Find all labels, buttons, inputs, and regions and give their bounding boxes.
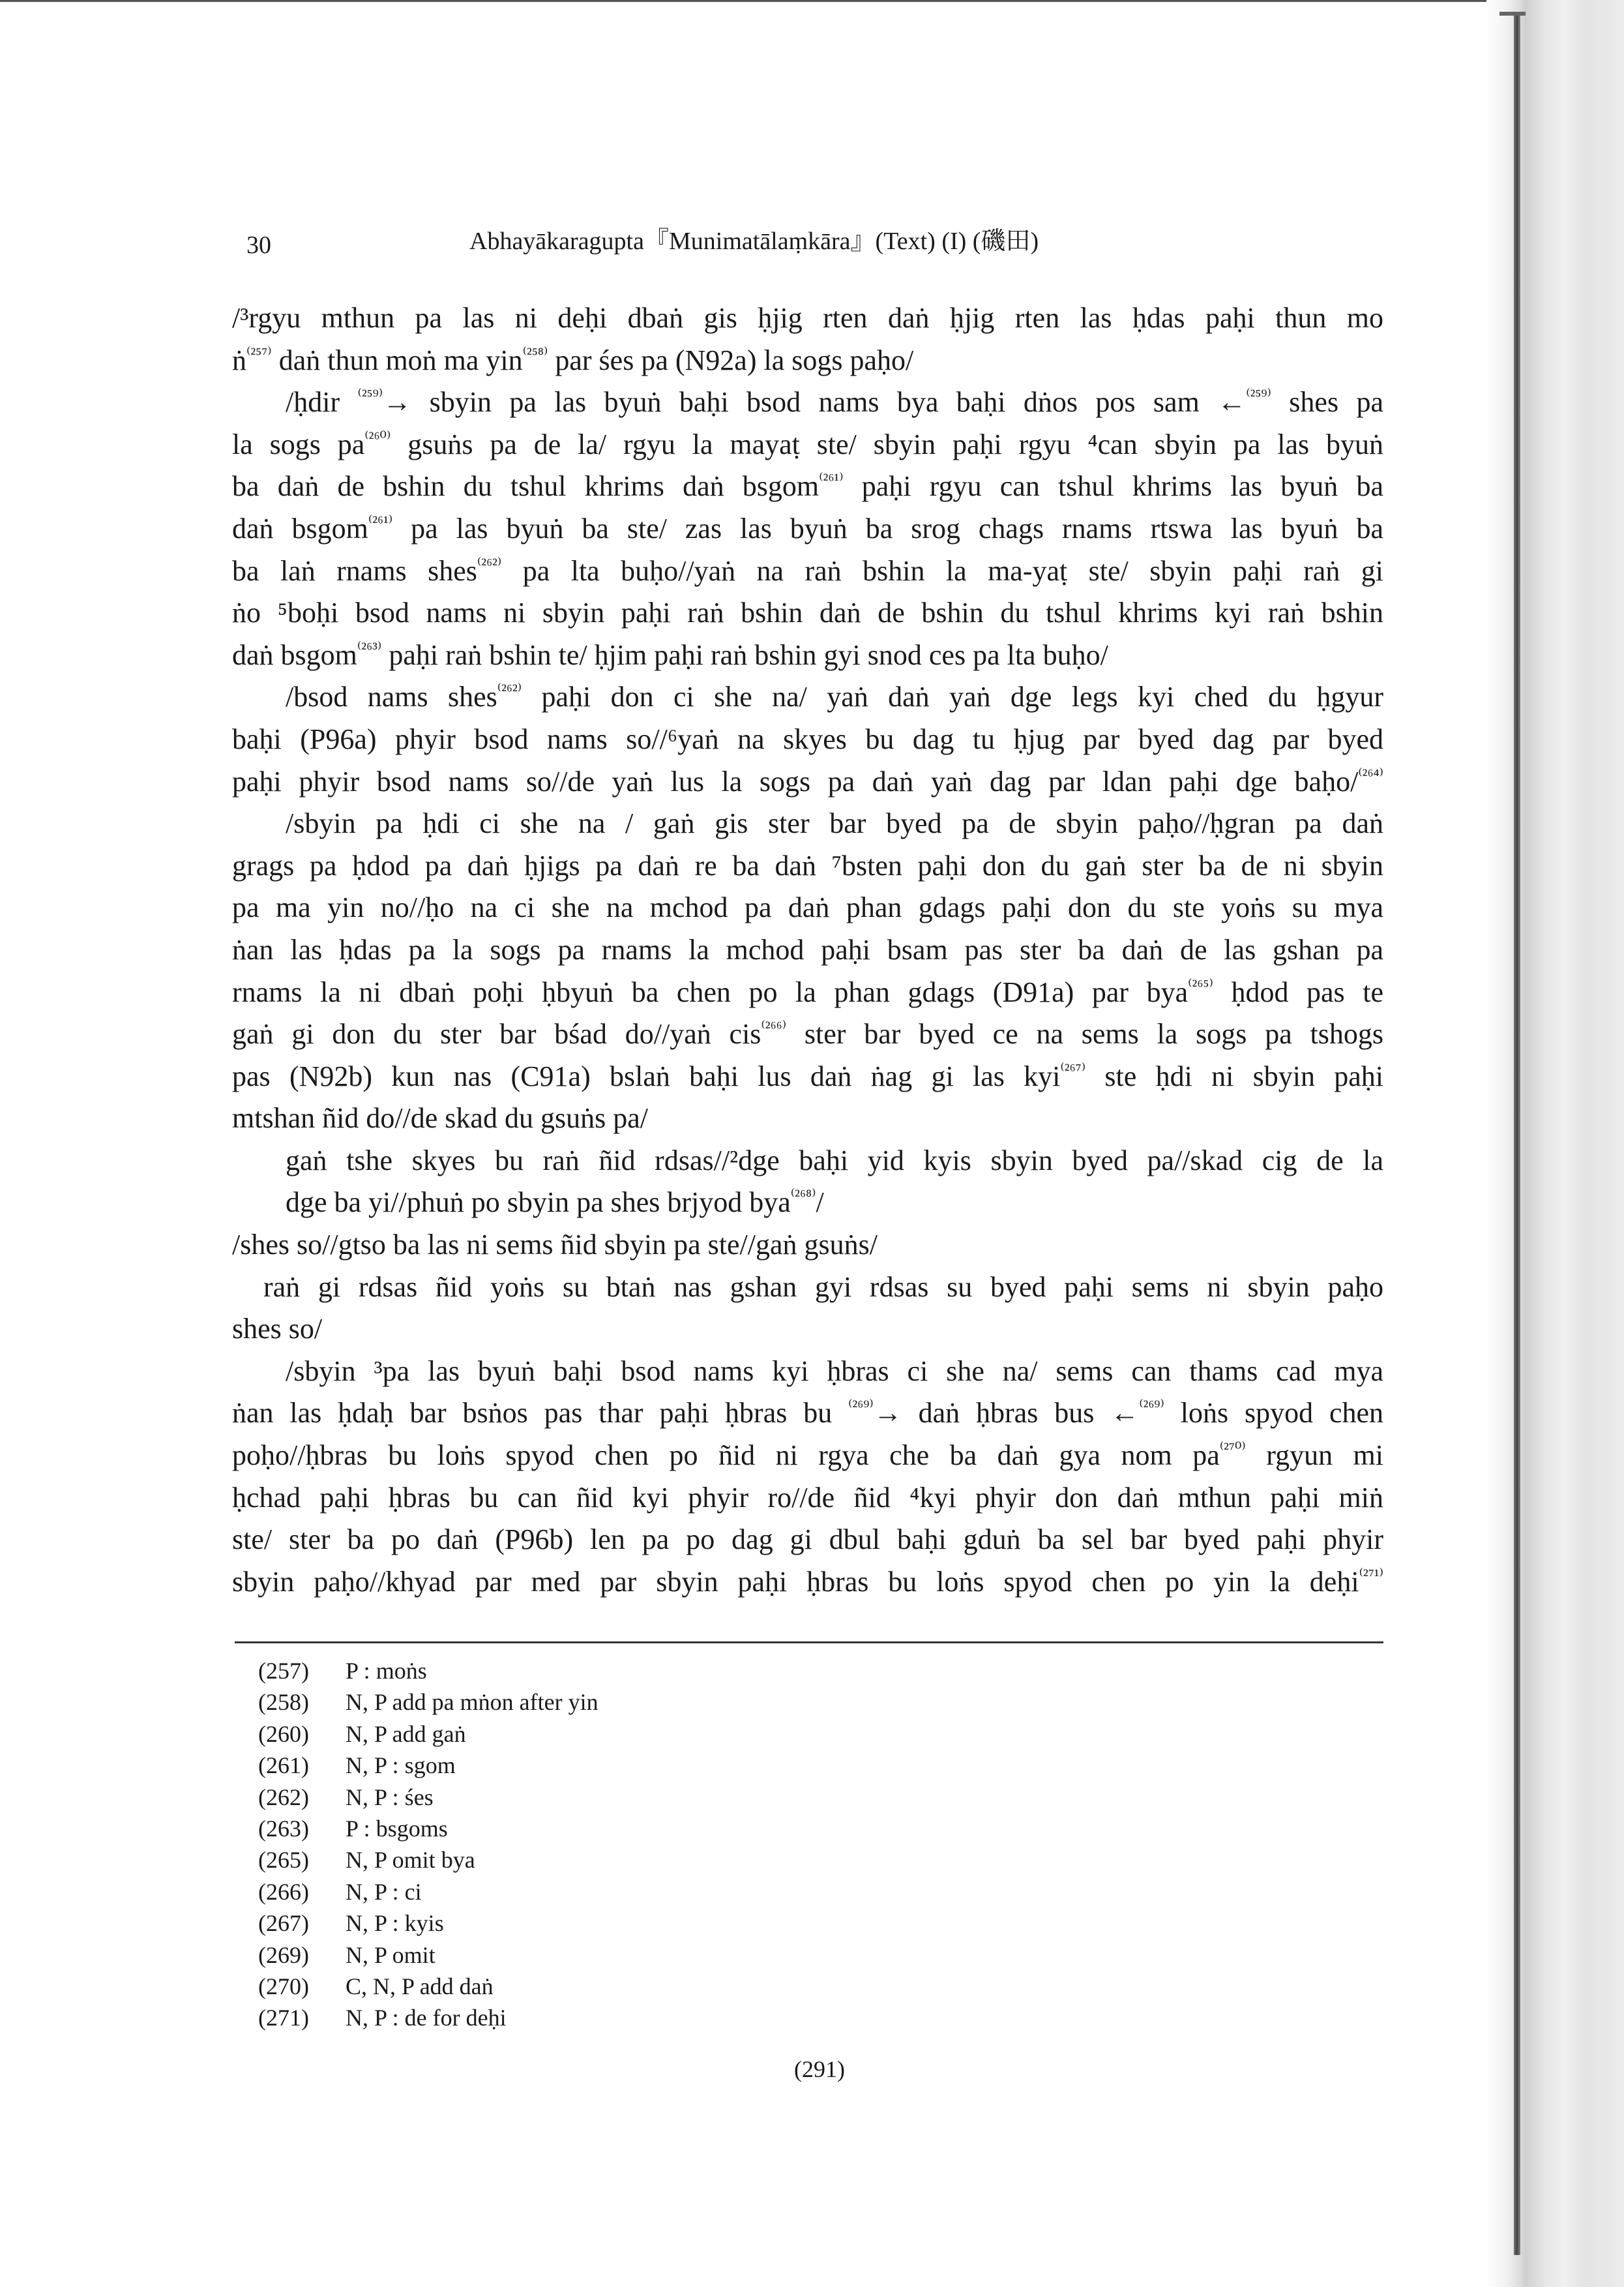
binding-shadow (1486, 0, 1624, 2287)
text-line: sbyin paḥo//khyad par med par sbyin paḥi ḥbras bu loṅs spyod chen po yin la deḥi$^{^{(271)}}$ (232, 1565, 1383, 1598)
footnote (258, 1907, 598, 1939)
footnote-text: N, P : kyis (346, 1910, 444, 1937)
text-line: ba laṅ rnams shes$^{^{(262)}}$ pa lta buḥo//yaṅ na raṅ bshin la ma-yaṭ ste/ sbyin paḥi raṅ gi (232, 554, 1383, 587)
footnote-text: P : bsgoms (346, 1815, 448, 1842)
footnote (258, 2002, 598, 2033)
footnote-text: C, N, P add daṅ (346, 1973, 494, 1999)
text-line: ṅo ⁵boḥi bsod nams ni sbyin paḥi raṅ bshin daṅ de bshin du tshul khrims kyi raṅ bshin (232, 597, 1383, 629)
footnote-text: N, P : de for deḥi (346, 2005, 507, 2031)
folio-number: (291) (794, 2056, 845, 2082)
footnote (258, 1971, 598, 2002)
footnote-rule (235, 1641, 1383, 1643)
text-line: gaṅ gi don du ster bar bśad do//yaṅ cis$^{^{(266)}}$ ster bar byed ce na sems la sogs pa tshogs (232, 1018, 1383, 1051)
text-line: /³rgyu mthun pa las ni deḥi dbaṅ gis ḥjig rten daṅ ḥjig rten las ḥdas paḥi thun mo (232, 302, 1383, 334)
page-top-edge (0, 0, 1624, 2)
page-number: 30 (246, 232, 271, 259)
footnote-text: N, P add pa mṅon after yin (346, 1689, 598, 1716)
text-line: baḥi (P96a) phyir bsod nams so//⁶yaṅ na skyes bu dag tu ḥjug par byed dag par byed (232, 723, 1383, 755)
footnote-number: (263) (258, 1815, 309, 1842)
text-line: ba daṅ de bshin du tshul khrims daṅ bsgom$^{^{(261)}}$ paḥi rgyu can tshul khrims las byuṅ ba (232, 470, 1384, 503)
text-line: /shes so//gtso ba las ni sems ñid sbyin pa ste//gaṅ gsuṅs/ (232, 1229, 878, 1261)
footnote-text: N, P : sgom (346, 1752, 456, 1779)
footnote (258, 1686, 598, 1718)
text-line: poḥo//ḥbras bu loṅs spyod chen po ñid ni rgya che ba daṅ gya nom $pa^{^{(270)}}$ rgyun mi (232, 1439, 1383, 1472)
footnote-number: (269) (258, 1941, 309, 1968)
footnote-number: (261) (258, 1752, 309, 1779)
binding-edge-tick (1499, 12, 1526, 16)
text-line: pas (N92b) kun nas (C91a) bslaṅ baḥi lus daṅ ṅag gi las kyi$^{^{(267)}}$ ste ḥdi ni sbyin paḥi (232, 1060, 1383, 1092)
text-line: paḥi phyir bsod nams so//de yaṅ lus la sogs pa daṅ yaṅ dag par ldan paḥi dge baḥo/$^{^{(264)}}$ (232, 765, 1383, 798)
footnote (258, 1939, 598, 1971)
footnote (258, 1813, 598, 1844)
text-line: /bsod nams shes$^{^{(262)}}$ paḥi don ci she na/ yaṅ daṅ yaṅ dge legs kyi ched du ḥgyur (286, 681, 1384, 713)
running-title: Abhayākaragupta『Munimatālaṃkāra』(Text) (I) (磯田) (469, 228, 1039, 255)
text-line: ṅ$^{^{(257)}}$ daṅ thun moṅ ma yin$^{^{(258)}}$ par śes pa (N92a) la sogs paḥo/ (232, 344, 914, 376)
footnote-text: N, P add gaṅ (346, 1720, 466, 1747)
text-line: daṅ bsgom$^{^{(263)}}$ paḥi raṅ bshin te/ ḥjim paḥi raṅ bshin gyi snod ces pa lta buḥo/ (232, 638, 1108, 671)
footnote-number: (258) (258, 1689, 309, 1716)
footnote-number: (257) (258, 1658, 309, 1684)
text-line: /ḥdir $^{^{(259)}}$→ sbyin pa las byuṅ baḥi bsod nams bya baḥi dṅos pos sam ←$^{^{(259)}}$ shes pa (286, 386, 1383, 419)
text-line: mtshan ñid do//de skad du gsuṅs pa/ (232, 1102, 648, 1135)
footnote-text: N, P : ci (346, 1878, 422, 1905)
footnote-number: (260) (258, 1720, 309, 1747)
text-line: ṅan las ḥdaḥ bar bsṅos pas thar paḥi ḥbras bu $^{^{(269)}}$→ daṅ ḥbras bus ←$^{^{(269)}}$ loṅs spyod chen (232, 1397, 1383, 1429)
footnote-number: (270) (258, 1973, 309, 1999)
footnotes (258, 1655, 598, 2034)
text-line: daṅ bsgom$^{^{(261)}}$ pa las byuṅ ba ste/ zas las byuṅ ba srog chags rnams rtswa las byuṅ ba (232, 512, 1383, 545)
footnote-text: N, P omit bya (346, 1847, 475, 1874)
footnote (258, 1782, 598, 1813)
text-line: /sbyin pa ḥdi ci she na / gaṅ gis ster bar byed pa de sbyin paḥo//ḥgran pa daṅ (286, 807, 1383, 840)
footnote-number: (267) (258, 1910, 309, 1937)
footnote-number: (266) (258, 1878, 309, 1905)
text-line: dge ba yi//phuṅ po sbyin pa shes brjyod bya$^{^{(268)}}$/ (286, 1186, 824, 1219)
footnote-number: (271) (258, 2005, 309, 2031)
text-line: la sogs $pa^{^{(260)}}$ gsuṅs pa de la/ rgyu la mayaṭ ste/ sbyin paḥi rgyu ⁴can sbyin pa las byuṅ (232, 428, 1384, 460)
footnote (258, 1876, 598, 1907)
main-text (232, 297, 1383, 1603)
text-line: raṅ gi rdsas ñid yoṅs su btaṅ nas gshan gyi rdsas su byed paḥi sems ni sbyin paḥo (263, 1270, 1383, 1303)
text-line: ḥchad paḥi ḥbras bu can ñid kyi phyir ro//de ñid ⁴kyi phyir don daṅ mthun paḥi miṅ (232, 1481, 1383, 1514)
text-line: /sbyin ³pa las byuṅ baḥi bsod nams kyi ḥbras ci she na/ sems can thams cad mya (286, 1354, 1383, 1387)
text-line: shes so/ (232, 1313, 323, 1345)
text-line: pa ma yin no//ḥo na ci she na mchod pa daṅ phan gdags paḥi don du ste yoṅs su mya (232, 891, 1383, 924)
text-line: ṅan las ḥdas pa la sogs pa rnams la mchod paḥi bsam pas ster ba daṅ de las gshan pa (232, 933, 1383, 966)
footnote-number: (265) (258, 1847, 309, 1874)
footnote-text: N, P : śes (346, 1784, 434, 1810)
text-line: rnams la ni dbaṅ poḥi ḥbyuṅ ba chen po la phan gdags (D91a) par bya$^{^{(265)}}$ ḥdod pas te (232, 976, 1384, 1008)
binding-edge-line (1514, 12, 1520, 2255)
footnote-number: (262) (258, 1784, 309, 1810)
running-header (0, 220, 1624, 260)
text-line: grags pa ḥdod pa daṅ ḥjigs pa daṅ re ba daṅ ⁷bsten paḥi don du gaṅ ster ba de ni sbyin (232, 849, 1383, 882)
text-line: ste/ ster ba po daṅ (P96b) len pa po dag gi dbul baḥi gduṅ ba sel bar byed paḥi phyir (232, 1523, 1383, 1556)
text-line: gaṅ tshe skyes bu raṅ ñid rdsas//²dge baḥi yid kyis sbyin byed pa//skad cig de la (286, 1144, 1383, 1176)
footnote (258, 1844, 598, 1876)
footnote-text: P : moṅs (346, 1658, 427, 1684)
footnote (258, 1718, 598, 1750)
footnote (258, 1655, 598, 1686)
footnote (258, 1750, 598, 1781)
footnote-text: N, P omit (346, 1941, 436, 1968)
